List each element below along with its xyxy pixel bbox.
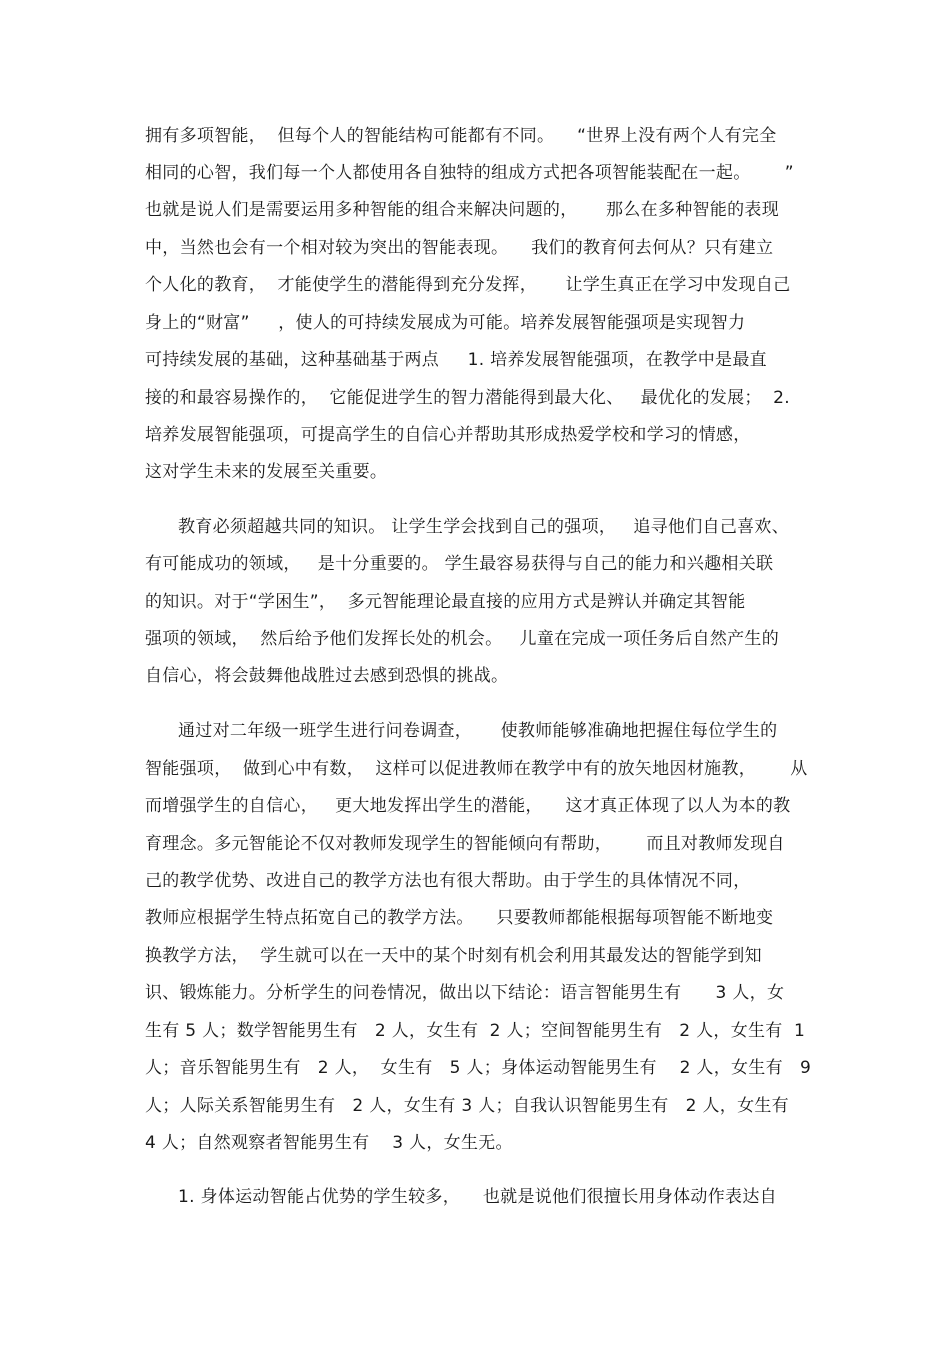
text-line: 中，当然也会有一个相对较为突出的智能表现。 我们的教育何去何从？只有建立 (145, 238, 774, 258)
text-line: 教育必须超越共同的知识。 让学生学会找到自己的强项， 追寻他们自己喜欢、 (178, 517, 790, 537)
text-line: 也就是说人们是需要运用多种智能的组合来解决问题的， 那么在多种智能的表现 (145, 200, 780, 220)
text-line: 教师应根据学生特点拓宽自己的教学方法。 只要教师都能根据每项智能不断地变 (145, 908, 774, 928)
text-line: 识、锻炼能力。分析学生的问卷情况，做出以下结论：语言智能男生有 3 人，女 (145, 983, 785, 1003)
text-line: 培养发展智能强项，可提高学生的自信心并帮助其形成热爱学校和学习的情感， (145, 425, 751, 445)
text-line: 4 人；自然观察者智能男生有 3 人，女生无。 (145, 1133, 513, 1153)
text-line: 有可能成功的领域， 是十分重要的。 学生最容易获得与自己的能力和兴趣相关联 (145, 554, 774, 574)
text-line: 换教学方法， 学生就可以在一天中的某个时刻有机会利用其最发达的智能学到知 (145, 946, 762, 966)
text-line: 生有 5 人；数学智能男生有 2 人，女生有 2 人；空间智能男生有 2 人，女生有 1 (145, 1021, 806, 1041)
text-line: 相同的心智，我们每一个人都使用各自独特的组成方式把各项智能装配在一起。 ” (145, 163, 794, 183)
text-line: 人；人际关系智能男生有 2 人，女生有 3 人；自我认识智能男生有 2 人，女生有 (145, 1096, 789, 1116)
text-line: 1. 身体运动智能占优势的学生较多， 也就是说他们很擅长用身体动作表达自 (178, 1187, 777, 1207)
text-line: 己的教学优势、改进自己的教学方法也有很大帮助。由于学生的具体情况不同， (145, 871, 751, 891)
text-line: 可持续发展的基础，这种基础基于两点 1. 培养发展智能强项，在教学中是最直 (145, 350, 767, 370)
text-line: 身上的“财富” ，使人的可持续发展成为可能。培养发展智能强项是实现智力 (145, 313, 746, 333)
text-line: 的知识。对于“学困生”， 多元智能理论最直接的应用方式是辨认并确定其智能 (145, 592, 746, 612)
text-line: 这对学生未来的发展至关重要。 (145, 462, 388, 482)
text-line: 拥有多项智能， 但每个人的智能结构可能都有不同。 “世界上没有两个人有完全 (145, 126, 777, 146)
text-line: 接的和最容易操作的， 它能促进学生的智力潜能得到最大化、 最优化的发展； 2. (145, 388, 790, 408)
text-line: 而增强学生的自信心， 更大地发挥出学生的潜能， 这才真正体现了以人为本的教 (145, 796, 791, 816)
text-line: 个人化的教育， 才能使学生的潜能得到充分发挥， 让学生真正在学习中发现自己 (145, 275, 791, 295)
text-line: 强项的领域， 然后给予他们发挥长处的机会。 儿童在完成一项任务后自然产生的 (145, 629, 780, 649)
text-line: 智能强项， 做到心中有数， 这样可以促进教师在教学中有的放矢地因材施教， 从 (145, 759, 808, 779)
text-line: 人；音乐智能男生有 2 人， 女生有 5 人；身体运动智能男生有 2 人，女生有 9 (145, 1058, 812, 1078)
text-line: 通过对二年级一班学生进行问卷调查， 使教师能够准确地把握住每位学生的 (178, 721, 778, 741)
text-line: 育理念。多元智能论不仅对教师发现学生的智能倾向有帮助， 而且对教师发现自 (145, 834, 785, 854)
text-line: 自信心，将会鼓舞他战胜过去感到恐惧的挑战。 (145, 666, 509, 686)
